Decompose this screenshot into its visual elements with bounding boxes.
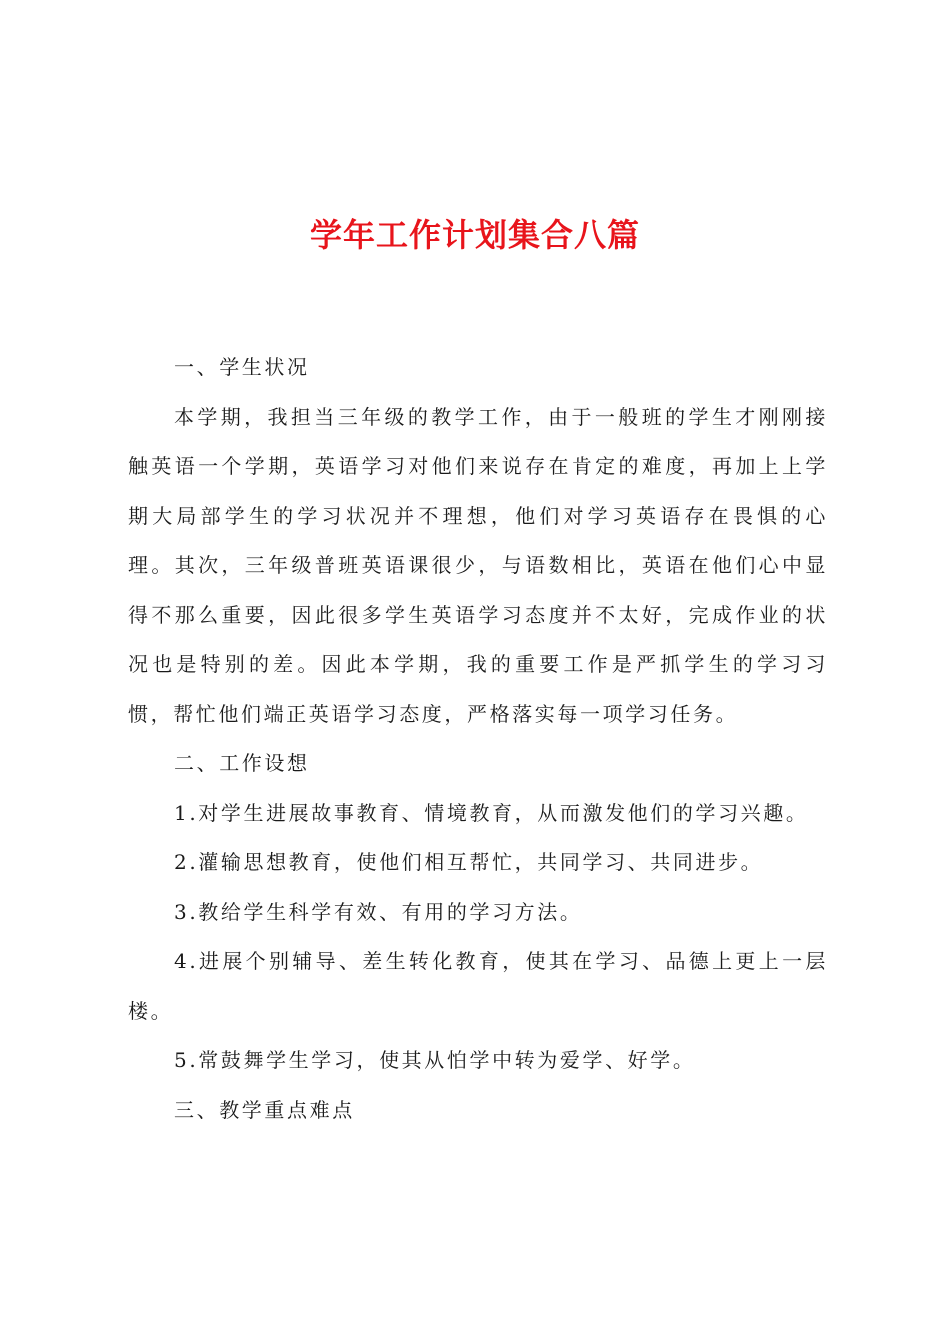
section-heading-key-points: 三、教学重点难点 — [174, 1097, 355, 1122]
paragraph-student-status: 本学期，我担当三年级的教学工作，由于一般班的学生才刚刚接触英语一个学期，英语学习对他们来说存在肯定的难度，再加上上学期大局部学生的学习状况并不理想，他们对学习英语存在畏惧的心理。其次，三年级普班英语课很少，与语数相比，英语在他们心中显得不那么重要，因此很多学生英语学习态度并不太好，完成作业的状况也是特别的差。因此本学期，我的重要工作是严抓学生的学习习惯，帮忙他们端正英语学习态度，严格落实每一项学习任务。 — [128, 404, 828, 726]
list-item-1: 1.对学生进展故事教育、情境教育，从而激发他们的学习兴趣。 — [174, 800, 809, 825]
list-item-2: 2.灌输思想教育，使他们相互帮忙，共同学习、共同进步。 — [174, 850, 764, 874]
document-body — [128, 343, 828, 1135]
document-title: 学年工作计划集合八篇 — [309, 216, 640, 254]
section-heading-student-status: 一、学生状况 — [174, 355, 310, 379]
section-heading-work-plan: 二、工作设想 — [174, 751, 310, 775]
list-item-4: 4.进展个别辅导、差生转化教育，使其在学习、品德上更上一层楼。 — [128, 949, 828, 1023]
list-item-5: 5.常鼓舞学生学习，使其从怕学中转为爱学、好学。 — [174, 1048, 696, 1072]
list-item-3: 3.教给学生科学有效、有用的学习方法。 — [174, 899, 583, 924]
